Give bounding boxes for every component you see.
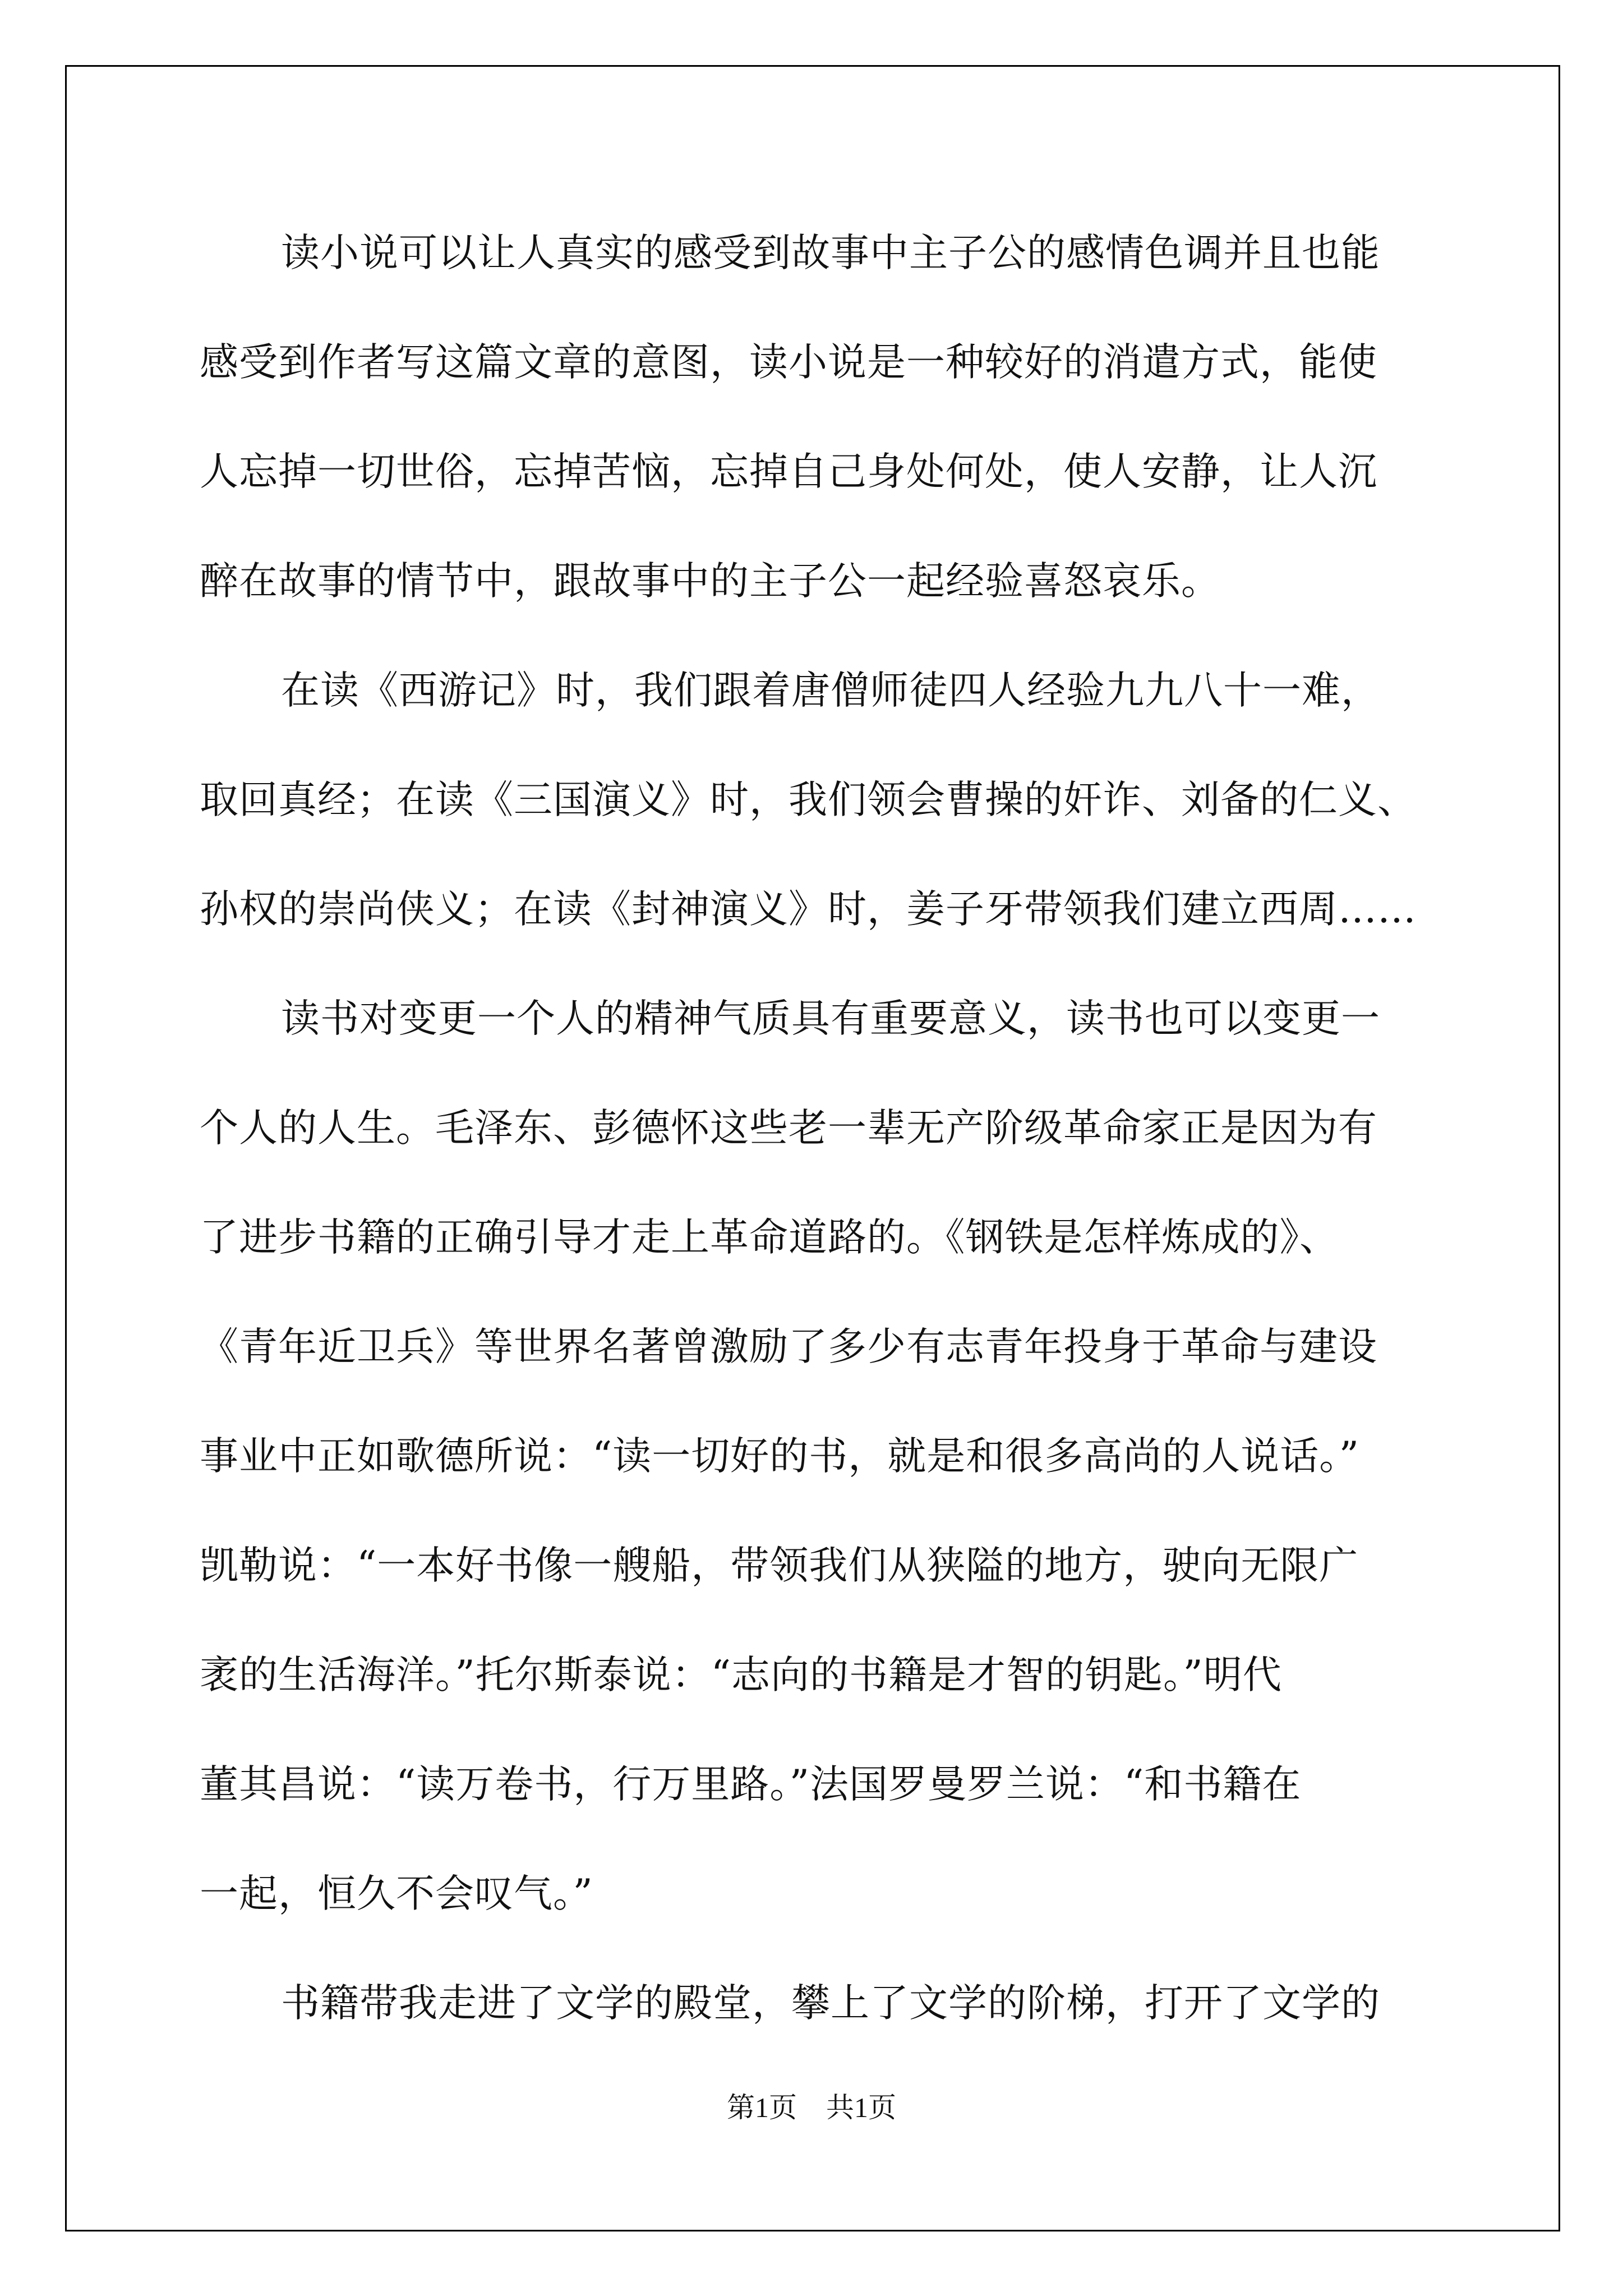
text-line: 凯勒说：“一本好书像一艘船，带领我们从狭隘的地方，驶向无限广	[200, 1543, 1359, 1588]
text-line: 董其昌说：“读万卷书，行万里路。”法国罗曼罗兰说：“和书籍在	[200, 1762, 1302, 1807]
text-line: 《青年近卫兵》等世界名著曾激励了多少有志青年投身于革命与建设	[200, 1324, 1377, 1369]
document-body	[200, 211, 1433, 2070]
text-line: 读书对变更一个人的精神气质具有重要意义，读书也可以变更一	[281, 996, 1380, 1041]
text-line: 感受到作者写这篇文章的意图，读小说是一种较好的消遣方式，能使	[200, 340, 1377, 385]
text-line: 醉在故事的情节中，跟故事中的主子公一起经验喜怒哀乐。	[200, 559, 1220, 604]
text-line: 人忘掉一切世俗，忘掉苦恼，忘掉自己身处何处，使人安静，让人沉	[200, 449, 1377, 494]
text-line: 孙权的崇尚侠义；在读《封神演义》时，姜子牙带领我们建立西周……	[200, 887, 1417, 932]
text-line: 个人的人生。毛泽东、彭德怀这些老一辈无产阶级革命家正是因为有	[200, 1106, 1377, 1151]
text-line: 取回真经；在读《三国演义》时，我们领会曹操的奸诈、刘备的仁义、	[200, 777, 1417, 822]
text-line: 袤的生活海洋。”托尔斯泰说：“志向的书籍是才智的钥匙。”明代	[200, 1653, 1282, 1697]
page-footer	[0, 2085, 1623, 2125]
page-number: 第1页	[727, 2092, 797, 2123]
text-line: 了进步书籍的正确引导才走上革命道路的。《钢铁是怎样炼成的》、	[200, 1215, 1339, 1260]
text-line: 书籍带我走进了文学的殿堂，攀上了文学的阶梯，打开了文学的	[281, 1981, 1380, 2026]
text-line: 一起，恒久不会叹气。”	[200, 1871, 593, 1916]
page-total: 共1页	[826, 2092, 896, 2123]
text-line: 读小说可以让人真实的感受到故事中主子公的感情色调并且也能	[281, 231, 1380, 275]
text-line: 在读《西游记》时，我们跟着唐僧师徒四人经验九九八十一难，	[281, 668, 1380, 713]
text-line: 事业中正如歌德所说：“读一切好的书，就是和很多高尚的人说话。”	[200, 1434, 1360, 1479]
